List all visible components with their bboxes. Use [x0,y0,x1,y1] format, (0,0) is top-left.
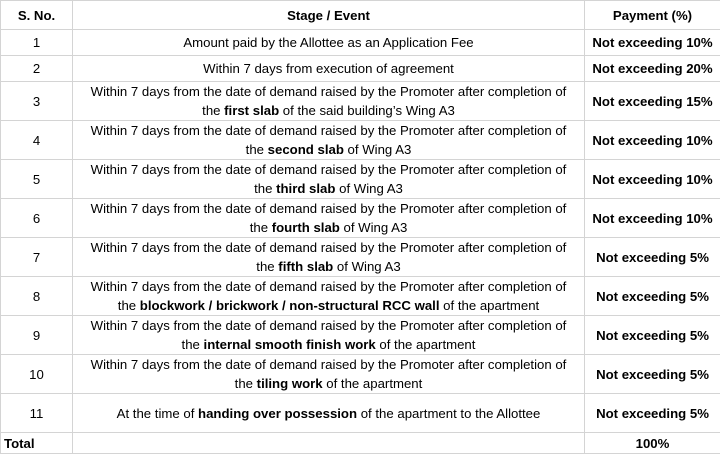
stage-text [73,277,585,316]
stage-line: Within 7 days from the date of demand raised by the Promoter after completion of [75,82,582,101]
stage-milestone: fourth slab [272,220,340,235]
payment-value: Not exceeding 10% [585,160,720,199]
stage-prefix: the [202,103,224,118]
payment-value: Not exceeding 5% [585,238,720,277]
stage-prefix: the [254,181,276,196]
row-number: 10 [1,355,73,394]
row-number: 6 [1,199,73,238]
stage-milestone: second slab [268,142,344,157]
stage-text [73,199,585,238]
stage-line: Within 7 days from the date of demand raised by the Promoter after completion of [75,316,582,335]
stage-line-2 [75,218,582,237]
row-number: 4 [1,121,73,160]
stage-suffix: of the apartment to the Allottee [357,406,540,421]
table-row [1,56,720,82]
stage-milestone: internal smooth finish work [204,337,376,352]
stage-prefix: the [182,337,204,352]
table-row [1,394,720,433]
stage-line: Within 7 days from the date of demand raised by the Promoter after completion of [75,355,582,374]
table-row [1,316,720,355]
payment-value: Not exceeding 20% [585,56,720,82]
table-row [1,277,720,316]
table-row [1,199,720,238]
row-number: 1 [1,30,73,56]
stage-suffix: of Wing A3 [344,142,411,157]
stage-milestone: first slab [224,103,279,118]
payment-value: Not exceeding 5% [585,277,720,316]
header-payment: Payment (%) [585,1,720,30]
stage-suffix: of the said building’s Wing A3 [279,103,455,118]
payment-value: Not exceeding 10% [585,121,720,160]
row-number: 11 [1,394,73,433]
total-empty-cell [73,433,585,454]
row-number: 3 [1,82,73,121]
payment-value: Not exceeding 10% [585,199,720,238]
stage-text [73,316,585,355]
header-stage: Stage / Event [73,1,585,30]
stage-text [73,160,585,199]
stage-text [73,56,585,82]
stage-milestone: tiling work [257,376,323,391]
stage-suffix: of the apartment [323,376,423,391]
stage-text [73,30,585,56]
row-number: 8 [1,277,73,316]
stage-text [73,355,585,394]
stage-line-2 [75,140,582,159]
payment-value: Not exceeding 5% [585,355,720,394]
table-row [1,238,720,277]
stage-line-2 [75,296,582,315]
table-row [1,30,720,56]
stage-line: Within 7 days from the date of demand raised by the Promoter after completion of [75,238,582,257]
table-row [1,160,720,199]
stage-suffix: of Wing A3 [335,181,402,196]
stage-line-2 [75,335,582,354]
stage-milestone: fifth slab [278,259,333,274]
stage-prefix: the [256,259,278,274]
stage-line-2 [75,179,582,198]
table-row [1,82,720,121]
row-number: 5 [1,160,73,199]
payment-value: Not exceeding 15% [585,82,720,121]
payment-value: Not exceeding 5% [585,316,720,355]
payment-value: Not exceeding 5% [585,394,720,433]
stage-prefix: the [235,376,257,391]
stage-line-2 [75,374,582,393]
stage-prefix: the [250,220,272,235]
header-row [1,1,720,30]
stage-suffix: of the apartment [440,298,540,313]
total-label: Total [1,433,73,454]
stage-line-2 [75,257,582,276]
total-value: 100% [585,433,720,454]
stage-milestone: blockwork / brickwork / non-structural RCC wall [140,298,440,313]
stage-prefix: the [246,142,268,157]
stage-line-2 [75,101,582,120]
stage-prefix: the [118,298,140,313]
row-number: 7 [1,238,73,277]
stage-text [73,394,585,433]
row-number: 9 [1,316,73,355]
table-row [1,121,720,160]
stage-milestone: third slab [276,181,335,196]
stage-prefix: At the time of [117,406,198,421]
payment-value: Not exceeding 10% [585,30,720,56]
stage-line: Within 7 days from the date of demand raised by the Promoter after completion of [75,121,582,140]
stage-text [73,121,585,160]
stage-line: Within 7 days from execution of agreement [203,61,454,76]
stage-line: Within 7 days from the date of demand raised by the Promoter after completion of [75,160,582,179]
stage-text [73,238,585,277]
header-sno: S. No. [1,1,73,30]
stage-line: Within 7 days from the date of demand raised by the Promoter after completion of [75,277,582,296]
total-row [1,433,720,454]
row-number: 2 [1,56,73,82]
stage-suffix: of the apartment [376,337,476,352]
stage-text [73,82,585,121]
stage-suffix: of Wing A3 [340,220,407,235]
stage-milestone: handing over possession [198,406,357,421]
stage-line: Within 7 days from the date of demand raised by the Promoter after completion of [75,199,582,218]
stage-line: Amount paid by the Allottee as an Application Fee [183,35,473,50]
stage-suffix: of Wing A3 [333,259,400,274]
table-row [1,355,720,394]
